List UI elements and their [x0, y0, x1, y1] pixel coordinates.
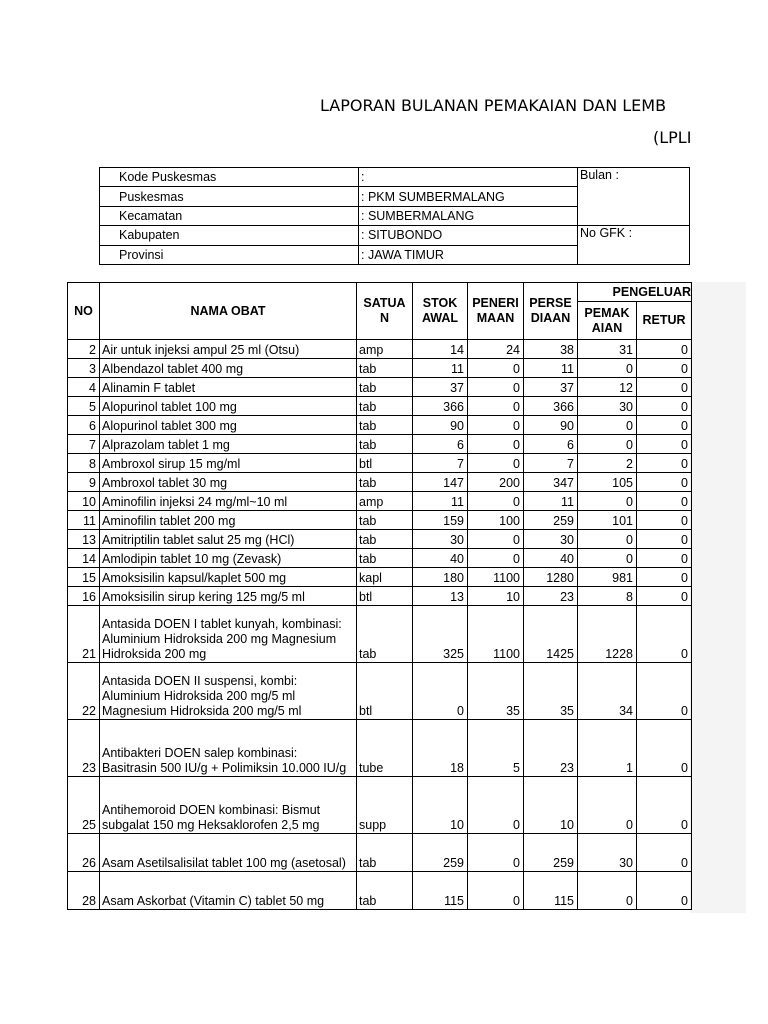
stok-awal-cell: 325 [413, 606, 468, 663]
retur-cell: 0 [637, 663, 692, 720]
pemakaian-cell: 1 [578, 720, 637, 777]
unit-cell: tab [357, 473, 413, 492]
unit-cell: tab [357, 549, 413, 568]
stok-awal-cell: 90 [413, 416, 468, 435]
pemakaian-cell: 31 [578, 340, 637, 359]
stok-awal-cell: 259 [413, 834, 468, 872]
retur-cell: 0 [637, 511, 692, 530]
pemakaian-cell: 0 [578, 416, 637, 435]
pemakaian-cell: 1228 [578, 606, 637, 663]
retur-cell: 0 [637, 568, 692, 587]
row-number-cell: 13 [68, 530, 100, 549]
drug-name-cell: Antihemoroid DOEN kombinasi: Bismut subgalat 150 mg Heksaklorofen 2,5 mg [100, 777, 357, 834]
table-row [68, 587, 692, 606]
drug-name-cell: Ambroxol tablet 30 mg [100, 473, 357, 492]
retur-cell: 0 [637, 435, 692, 454]
penerimaan-cell: 0 [468, 359, 524, 378]
drug-name-cell: Antibakteri DOEN salep kombinasi: Basitrasin 500 IU/g + Polimiksin 10.000 IU/g [100, 720, 357, 777]
drug-name-cell: Air untuk injeksi ampul 25 ml (Otsu) [100, 340, 357, 359]
stok-awal-cell: 13 [413, 587, 468, 606]
pemakaian-cell: 981 [578, 568, 637, 587]
header-stok-awal: STOK AWAL [413, 283, 468, 340]
retur-cell: 0 [637, 492, 692, 511]
table-row [68, 397, 692, 416]
pemakaian-cell: 12 [578, 378, 637, 397]
penerimaan-cell: 1100 [468, 606, 524, 663]
info-value: : SUMBERMALANG [359, 206, 578, 225]
bulan-label: Bulan : [578, 168, 690, 226]
persediaan-cell: 23 [524, 587, 578, 606]
pemakaian-cell: 105 [578, 473, 637, 492]
info-value: : [359, 168, 578, 187]
drug-name-cell: Amoksisilin kapsul/kaplet 500 mg [100, 568, 357, 587]
persediaan-cell: 1425 [524, 606, 578, 663]
penerimaan-cell: 0 [468, 416, 524, 435]
unit-cell: supp [357, 777, 413, 834]
row-number-cell: 4 [68, 378, 100, 397]
row-number-cell: 10 [68, 492, 100, 511]
no-gfk-label: No GFK : [578, 226, 690, 265]
row-number-cell: 9 [68, 473, 100, 492]
table-row [68, 606, 692, 663]
stok-awal-cell: 18 [413, 720, 468, 777]
penerimaan-cell: 0 [468, 454, 524, 473]
pemakaian-cell: 34 [578, 663, 637, 720]
info-label: Provinsi [100, 245, 359, 264]
retur-cell: 0 [637, 473, 692, 492]
penerimaan-cell: 0 [468, 834, 524, 872]
table-row [68, 454, 692, 473]
drug-name-cell: Antasida DOEN II suspensi, kombi: Aluminium Hidroksida 200 mg/5 ml Magnesium Hidroksida 200 mg/5 ml [100, 663, 357, 720]
retur-cell: 0 [637, 777, 692, 834]
retur-cell: 0 [637, 378, 692, 397]
row-number-cell: 14 [68, 549, 100, 568]
info-label: Kode Puskesmas [100, 168, 359, 187]
penerimaan-cell: 0 [468, 492, 524, 511]
row-number-cell: 16 [68, 587, 100, 606]
unit-cell: amp [357, 492, 413, 511]
retur-cell: 0 [637, 606, 692, 663]
pemakaian-cell: 8 [578, 587, 637, 606]
persediaan-cell: 6 [524, 435, 578, 454]
drug-name-cell: Amlodipin tablet 10 mg (Zevask) [100, 549, 357, 568]
unit-cell: btl [357, 454, 413, 473]
retur-cell: 0 [637, 872, 692, 910]
persediaan-cell: 37 [524, 378, 578, 397]
persediaan-cell: 38 [524, 340, 578, 359]
retur-cell: 0 [637, 340, 692, 359]
table-row [68, 511, 692, 530]
retur-cell: 0 [637, 720, 692, 777]
retur-cell: 0 [637, 587, 692, 606]
row-number-cell: 15 [68, 568, 100, 587]
row-number-cell: 25 [68, 777, 100, 834]
penerimaan-cell: 1100 [468, 568, 524, 587]
persediaan-cell: 30 [524, 530, 578, 549]
stok-awal-cell: 6 [413, 435, 468, 454]
pemakaian-cell: 0 [578, 777, 637, 834]
persediaan-cell: 35 [524, 663, 578, 720]
penerimaan-cell: 200 [468, 473, 524, 492]
table-row [68, 492, 692, 511]
drug-name-cell: Ambroxol sirup 15 mg/ml [100, 454, 357, 473]
table-row [68, 872, 692, 910]
stok-awal-cell: 0 [413, 663, 468, 720]
penerimaan-cell: 5 [468, 720, 524, 777]
unit-cell: tab [357, 834, 413, 872]
unit-cell: tab [357, 872, 413, 910]
stok-awal-cell: 366 [413, 397, 468, 416]
penerimaan-cell: 0 [468, 872, 524, 910]
row-number-cell: 23 [68, 720, 100, 777]
pemakaian-cell: 2 [578, 454, 637, 473]
unit-cell: btl [357, 663, 413, 720]
retur-cell: 0 [637, 397, 692, 416]
stok-awal-cell: 14 [413, 340, 468, 359]
stok-awal-cell: 40 [413, 549, 468, 568]
drug-name-cell: Amoksisilin sirup kering 125 mg/5 ml [100, 587, 357, 606]
row-number-cell: 5 [68, 397, 100, 416]
unit-cell: tab [357, 359, 413, 378]
row-number-cell: 28 [68, 872, 100, 910]
retur-cell: 0 [637, 549, 692, 568]
pemakaian-cell: 0 [578, 530, 637, 549]
info-label: Puskesmas [100, 187, 359, 206]
table-row [68, 435, 692, 454]
persediaan-cell: 7 [524, 454, 578, 473]
row-number-cell: 21 [68, 606, 100, 663]
unit-cell: tab [357, 606, 413, 663]
row-number-cell: 3 [68, 359, 100, 378]
stok-awal-cell: 7 [413, 454, 468, 473]
report-title: LAPORAN BULANAN PEMAKAIAN DAN LEMB [320, 96, 667, 115]
penerimaan-cell: 0 [468, 378, 524, 397]
penerimaan-cell: 0 [468, 777, 524, 834]
stok-awal-cell: 147 [413, 473, 468, 492]
pemakaian-cell: 0 [578, 492, 637, 511]
persediaan-cell: 366 [524, 397, 578, 416]
info-value: : JAWA TIMUR [359, 245, 578, 264]
retur-cell: 0 [637, 416, 692, 435]
persediaan-cell: 259 [524, 511, 578, 530]
retur-cell: 0 [637, 530, 692, 549]
info-value: : PKM SUMBERMALANG [359, 187, 578, 206]
unit-cell: amp [357, 340, 413, 359]
penerimaan-cell: 0 [468, 435, 524, 454]
row-number-cell: 26 [68, 834, 100, 872]
info-label: Kecamatan [100, 206, 359, 225]
header-satuan: SATUA N [357, 283, 413, 340]
penerimaan-cell: 0 [468, 530, 524, 549]
drug-name-cell: Antasida DOEN I tablet kunyah, kombinasi: Aluminium Hidroksida 200 mg Magnesium Hidroksida 200 mg [100, 606, 357, 663]
header-pengeluaran: PENGELUAR [578, 283, 692, 302]
report-subtitle: (LPLI [653, 128, 692, 147]
persediaan-cell: 40 [524, 549, 578, 568]
pemakaian-cell: 0 [578, 359, 637, 378]
retur-cell: 0 [637, 359, 692, 378]
persediaan-cell: 11 [524, 359, 578, 378]
row-number-cell: 22 [68, 663, 100, 720]
drug-name-cell: Alinamin F tablet [100, 378, 357, 397]
header-persediaan: PERSE DIAAN [524, 283, 578, 340]
drug-name-cell: Alopurinol tablet 100 mg [100, 397, 357, 416]
pemakaian-cell: 101 [578, 511, 637, 530]
penerimaan-cell: 0 [468, 397, 524, 416]
penerimaan-cell: 10 [468, 587, 524, 606]
drug-name-cell: Asam Askorbat (Vitamin C) tablet 50 mg [100, 872, 357, 910]
row-number-cell: 8 [68, 454, 100, 473]
persediaan-cell: 347 [524, 473, 578, 492]
drug-name-cell: Aminofilin tablet 200 mg [100, 511, 357, 530]
table-row [68, 473, 692, 492]
drug-name-cell: Albendazol tablet 400 mg [100, 359, 357, 378]
drug-name-cell: Aminofilin injeksi 24 mg/ml~10 ml [100, 492, 357, 511]
persediaan-cell: 10 [524, 777, 578, 834]
table-row [68, 416, 692, 435]
unit-cell: tab [357, 416, 413, 435]
pemakaian-cell: 30 [578, 397, 637, 416]
pemakaian-cell: 0 [578, 435, 637, 454]
header-pemakaian: PEMAK AIAN [578, 302, 637, 340]
header-retur: RETUR [637, 302, 692, 340]
unit-cell: btl [357, 587, 413, 606]
penerimaan-cell: 35 [468, 663, 524, 720]
row-number-cell: 7 [68, 435, 100, 454]
stok-awal-cell: 180 [413, 568, 468, 587]
row-number-cell: 2 [68, 340, 100, 359]
table-row [68, 834, 692, 872]
info-label: Kabupaten [100, 226, 359, 245]
table-row [68, 663, 692, 720]
stok-awal-cell: 11 [413, 492, 468, 511]
persediaan-cell: 11 [524, 492, 578, 511]
penerimaan-cell: 0 [468, 549, 524, 568]
pemakaian-cell: 0 [578, 549, 637, 568]
unit-cell: tab [357, 397, 413, 416]
header-no: NO [68, 283, 100, 340]
persediaan-cell: 1280 [524, 568, 578, 587]
unit-cell: tab [357, 435, 413, 454]
unit-cell: kapl [357, 568, 413, 587]
persediaan-cell: 259 [524, 834, 578, 872]
info-table [99, 167, 690, 265]
penerimaan-cell: 24 [468, 340, 524, 359]
unit-cell: tube [357, 720, 413, 777]
stok-awal-cell: 30 [413, 530, 468, 549]
persediaan-cell: 115 [524, 872, 578, 910]
unit-cell: tab [357, 530, 413, 549]
table-row [68, 568, 692, 587]
table-row [68, 378, 692, 397]
stok-awal-cell: 159 [413, 511, 468, 530]
unit-cell: tab [357, 378, 413, 397]
penerimaan-cell: 100 [468, 511, 524, 530]
drug-table [67, 282, 692, 910]
persediaan-cell: 23 [524, 720, 578, 777]
info-value: : SITUBONDO [359, 226, 578, 245]
row-number-cell: 11 [68, 511, 100, 530]
retur-cell: 0 [637, 834, 692, 872]
table-row [68, 359, 692, 378]
drug-name-cell: Alprazolam tablet 1 mg [100, 435, 357, 454]
retur-cell: 0 [637, 454, 692, 473]
stok-awal-cell: 11 [413, 359, 468, 378]
pemakaian-cell: 30 [578, 834, 637, 872]
persediaan-cell: 90 [524, 416, 578, 435]
stok-awal-cell: 37 [413, 378, 468, 397]
pemakaian-cell: 0 [578, 872, 637, 910]
table-row [68, 720, 692, 777]
table-row [68, 777, 692, 834]
stok-awal-cell: 10 [413, 777, 468, 834]
drug-name-cell: Alopurinol tablet 300 mg [100, 416, 357, 435]
table-row [68, 340, 692, 359]
table-row [68, 549, 692, 568]
drug-name-cell: Asam Asetilsalisilat tablet 100 mg (asetosal) [100, 834, 357, 872]
header-penerimaan: PENERI MAAN [468, 283, 524, 340]
sheet-margin [690, 282, 746, 913]
stok-awal-cell: 115 [413, 872, 468, 910]
drug-name-cell: Amitriptilin tablet salut 25 mg (HCl) [100, 530, 357, 549]
unit-cell: tab [357, 511, 413, 530]
row-number-cell: 6 [68, 416, 100, 435]
table-row [68, 530, 692, 549]
header-nama-obat: NAMA OBAT [100, 283, 357, 340]
